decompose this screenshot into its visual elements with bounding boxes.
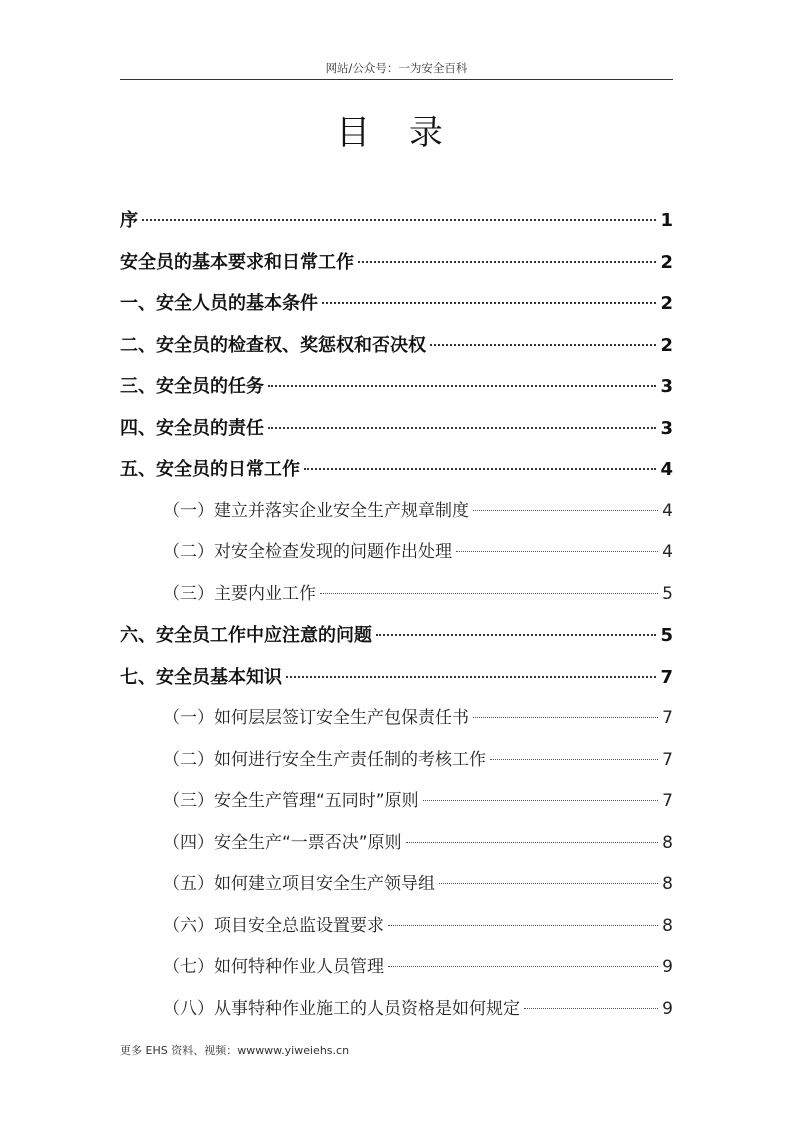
dot-leader — [388, 966, 658, 967]
toc-subentry[interactable] — [120, 906, 673, 948]
dot-leader — [304, 468, 656, 470]
toc-entry[interactable] — [120, 449, 673, 491]
toc-subentry[interactable] — [120, 864, 673, 906]
toc-page-number: 3 — [660, 376, 673, 397]
toc-page-number: 8 — [662, 915, 673, 936]
toc-entry-text: （三）安全生产管理“五同时”原则 — [163, 791, 419, 811]
toc-page-number: 9 — [662, 957, 673, 977]
toc-entry-text: 六、安全员工作中应注意的问题 — [120, 625, 372, 646]
toc-entry-text: 安全员的基本要求和日常工作 — [120, 251, 354, 273]
toc-entry[interactable] — [120, 408, 673, 450]
dot-leader — [286, 676, 656, 678]
toc-entry[interactable] — [120, 325, 673, 367]
toc-page-number: 4 — [662, 542, 673, 562]
dot-leader — [473, 717, 658, 718]
toc-page-number: 1 — [660, 210, 673, 231]
dot-leader — [322, 302, 656, 304]
toc-entry-text: 一、安全人员的基本条件 — [120, 293, 318, 314]
dot-leader — [490, 759, 658, 760]
dot-leader — [473, 510, 658, 511]
toc-page-number: 7 — [662, 708, 673, 728]
page-header: 网站/公众号：一为安全百科 — [325, 61, 468, 75]
toc-page-number: 7 — [662, 791, 673, 811]
toc-page-number: 5 — [662, 583, 673, 604]
toc-entry-text: 二、安全员的检查权、奖惩权和否决权 — [120, 334, 426, 356]
toc-entry-text: 五、安全员的日常工作 — [120, 459, 300, 480]
toc-entry-text: 四、安全员的责任 — [120, 417, 264, 439]
toc-entry-text: （一）如何层层签订安全生产包保责任书 — [163, 708, 469, 728]
toc-subentry[interactable] — [120, 698, 673, 740]
dot-leader — [423, 800, 659, 801]
dot-leader — [430, 344, 656, 346]
toc-entry[interactable] — [120, 366, 673, 408]
toc-entry-text: （二）对安全检查发现的问题作出处理 — [163, 542, 452, 562]
toc-subentry[interactable] — [120, 947, 673, 989]
dot-leader — [358, 261, 656, 263]
toc-entry-text: （四）安全生产“一票否决”原则 — [163, 832, 402, 853]
toc-page-number: 7 — [660, 666, 673, 688]
dot-leader — [268, 427, 656, 429]
toc-entry-text: （八）从事特种作业施工的人员资格是如何规定 — [163, 998, 520, 1019]
dot-leader — [376, 634, 656, 636]
toc-page-number: 2 — [660, 251, 673, 273]
toc-entry-text: （六）项目安全总监设置要求 — [163, 915, 384, 936]
dot-leader — [388, 925, 658, 926]
toc-page-number: 9 — [662, 998, 673, 1019]
toc-subentry[interactable] — [120, 532, 673, 574]
toc-page-number: 7 — [662, 749, 673, 770]
toc-entry[interactable] — [120, 657, 673, 699]
toc-entry-text: （一）建立并落实企业安全生产规章制度 — [163, 500, 469, 521]
dot-leader — [268, 385, 656, 387]
toc-page-number: 3 — [660, 417, 673, 439]
toc-entry[interactable] — [120, 242, 673, 284]
toc-page-number: 5 — [660, 625, 673, 646]
toc-page-number: 2 — [660, 293, 673, 314]
toc-entry[interactable] — [120, 615, 673, 657]
dot-leader — [456, 551, 658, 552]
header-divider — [120, 79, 673, 80]
toc-page-number: 4 — [660, 459, 673, 480]
toc-entry-text: （七）如何特种作业人员管理 — [163, 957, 384, 977]
dot-leader — [406, 842, 659, 843]
toc-subentry[interactable] — [120, 989, 673, 1031]
toc-subentry[interactable] — [120, 740, 673, 782]
toc-page-number: 2 — [660, 334, 673, 356]
toc-entry[interactable] — [120, 200, 673, 242]
dot-leader — [320, 593, 658, 594]
toc-entry-text: 三、安全员的任务 — [120, 376, 264, 397]
dot-leader — [524, 1008, 658, 1009]
toc-entry-text: 七、安全员基本知识 — [120, 666, 282, 688]
toc-page-number: 4 — [662, 500, 673, 521]
toc-entry-text: （二）如何进行安全生产责任制的考核工作 — [163, 749, 486, 770]
toc-entry[interactable] — [120, 283, 673, 325]
dot-leader — [439, 883, 658, 884]
table-of-contents — [120, 200, 673, 1030]
toc-subentry[interactable] — [120, 781, 673, 823]
toc-entry-text: 序 — [120, 210, 138, 231]
toc-subentry[interactable] — [120, 491, 673, 533]
toc-title: 目 录 — [336, 113, 457, 153]
dot-leader — [142, 219, 656, 221]
page-footer: 更多 EHS 资料、视频：wwwww.yiweiehs.cn — [120, 1044, 350, 1057]
toc-subentry[interactable] — [120, 823, 673, 865]
toc-subentry[interactable] — [120, 574, 673, 616]
toc-page-number: 8 — [662, 874, 673, 894]
toc-entry-text: （三）主要内业工作 — [163, 583, 316, 604]
toc-page-number: 8 — [662, 832, 673, 853]
toc-entry-text: （五）如何建立项目安全生产领导组 — [163, 874, 435, 894]
